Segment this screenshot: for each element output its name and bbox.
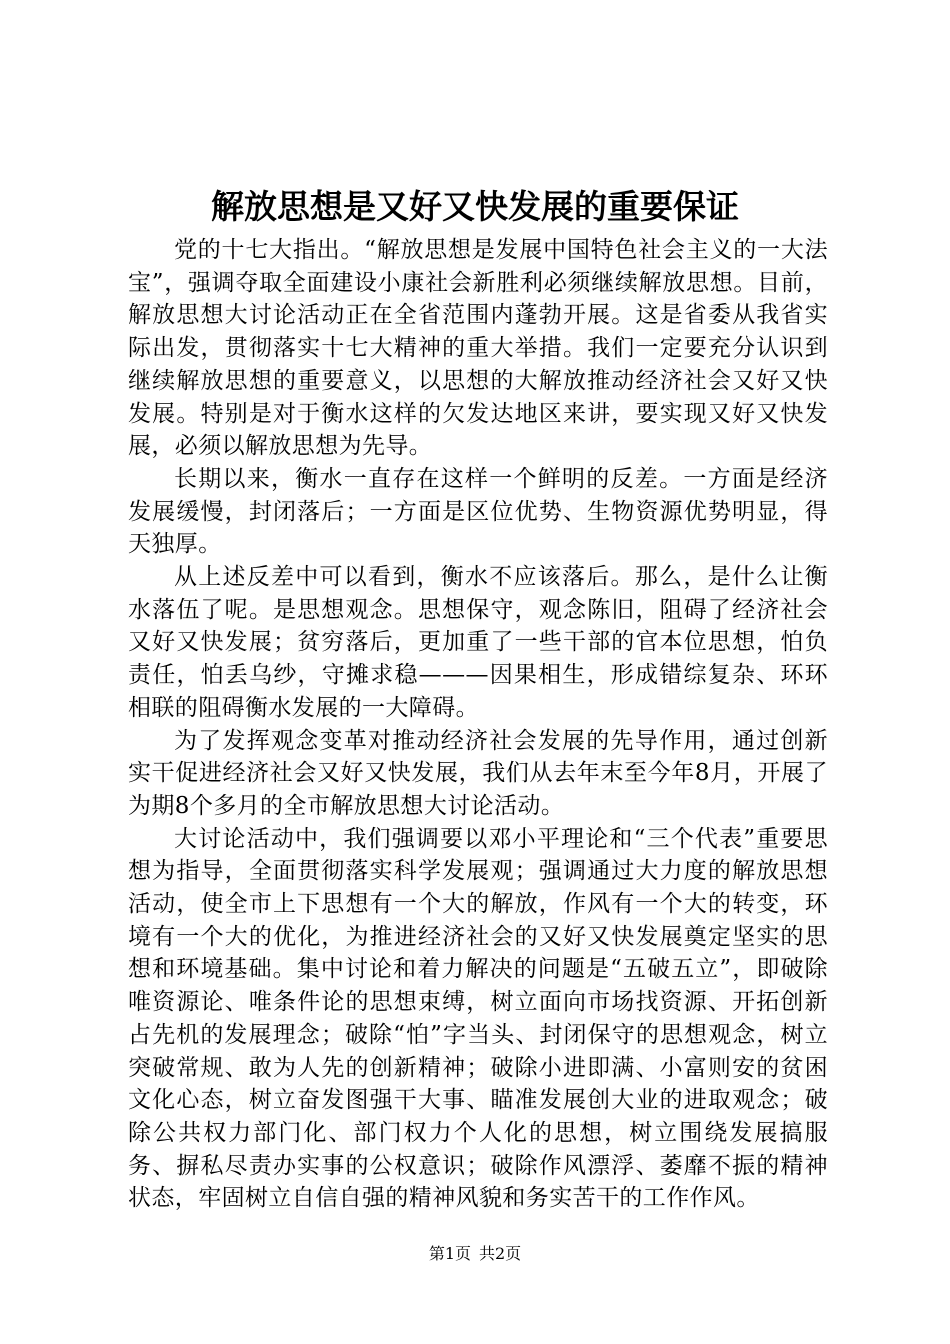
page-total: 共2页 xyxy=(479,1244,522,1263)
document-title: 解放思想是又好又快发展的重要保证 xyxy=(211,187,739,226)
paragraph: 大讨论活动中，我们强调要以邓小平理论和“三个代表”重要思想为指导，全面贯彻落实科学发展观；强调通过大力度的解放思想活动，使全市上下思想有一个大的解放，作风有一个大的转变，环境有一个大的优化，为推进经济社会的又好又快发展奠定坚实的思想和环境基础。集中讨论和着力解决的问题是“五破五立”，即破除唯资源论、唯条件论的思想束缚，树立面向市场找资源、开拓创新占先机的发展理念；破除“怕”字当头、封闭保守的思想观念，树立突破常规、敢为人先的创新精神；破除小进即满、小富则安的贫困文化心态，树立奋发图强干大事、瞄准发展创大业的进取观念；破除公共权力部门化、部门权力个人化的思想，树立围绕发展搞服务、摒私尽责办实事的公权意识；破除作风漂浮、萎靡不振的精神状态，牢固树立自信自强的精神风貌和务实苦干的工作作风。 xyxy=(128,825,828,1212)
paragraph: 为了发挥观念变革对推动经济社会发展的先导作用，通过创新实干促进经济社会又好又快发展，我们从去年末至今年8月，开展了为期8个多月的全市解放思想大讨论活动。 xyxy=(128,727,828,819)
paragraph: 党的十七大指出。“解放思想是发展中国特色社会主义的一大法宝”，强调夺取全面建设小康社会新胜利必须继续解放思想。目前，解放思想大讨论活动正在全省范围内蓬勃开展。这是省委从我省实际出发，贯彻落实十七大精神的重大举措。我们一定要充分认识到继续解放思想的重要意义，以思想的大解放推动经济社会又好又快发展。特别是对于衡水这样的欠发达地区来讲，要实现又好又快发展，必须以解放思想为先导。 xyxy=(128,237,828,460)
document-body xyxy=(128,234,828,1215)
paragraph: 长期以来，衡水一直存在这样一个鲜明的反差。一方面是经济发展缓慢，封闭落后；一方面是区位优势、生物资源优势明显，得天独厚。 xyxy=(128,465,828,558)
paragraph: 从上述反差中可以看到，衡水不应该落后。那么，是什么让衡水落伍了呢。是思想观念。思想保守，观念陈旧，阻碍了经济社会又好又快发展；贫穷落后，更加重了一些干部的官本位思想，怕负责任，怕丢乌纱，守摊求稳———因果相生，形成错综复杂、环环相联的阻碍衡水发展的一大障碍。 xyxy=(128,564,828,721)
page-footer xyxy=(0,1243,950,1265)
page-number: 第1页 xyxy=(428,1244,471,1263)
